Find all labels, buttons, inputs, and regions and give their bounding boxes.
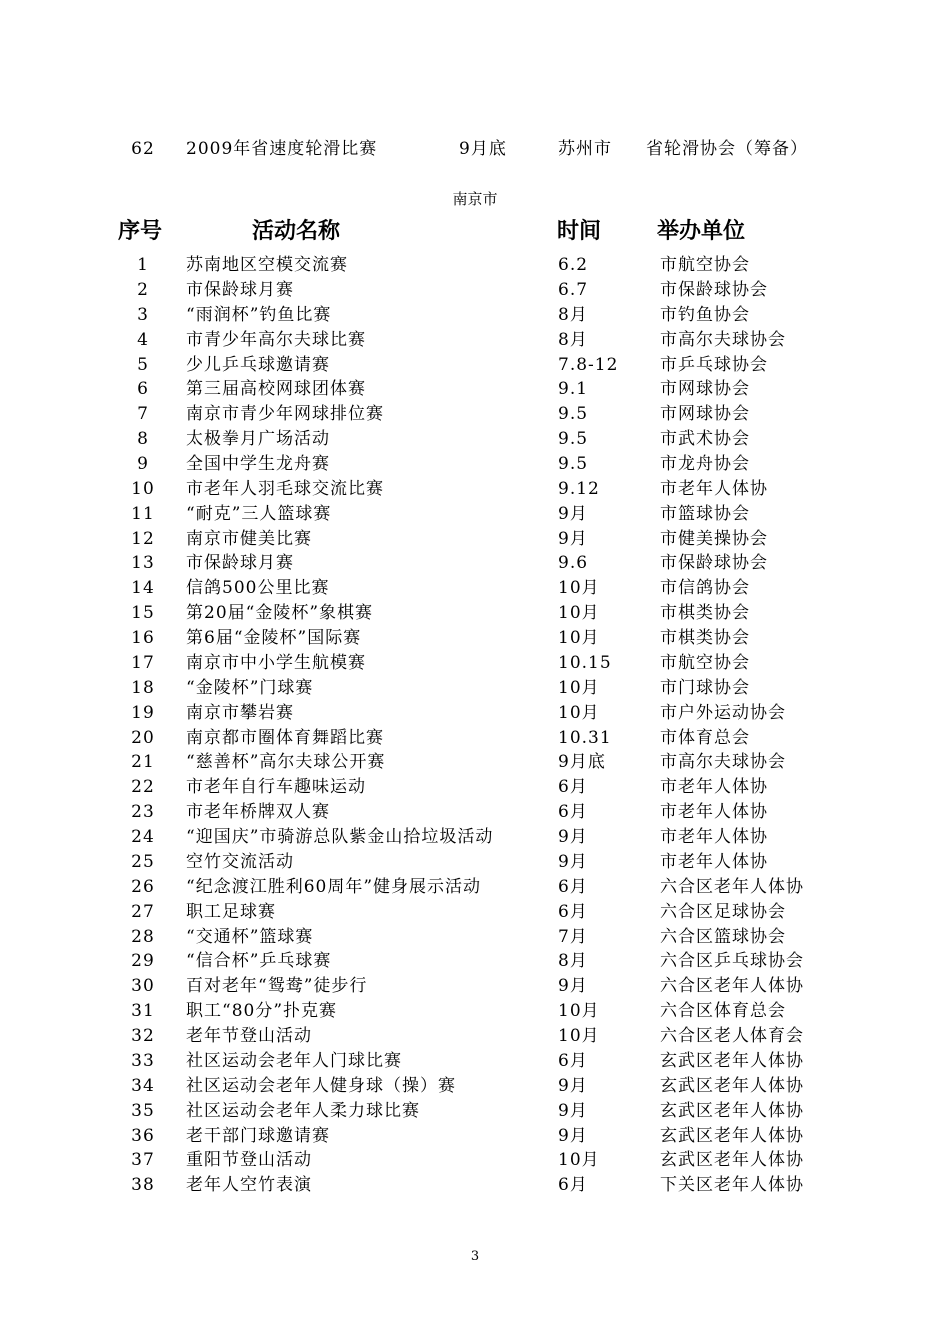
activity-name: “交通杯”篮球赛 bbox=[186, 926, 314, 947]
activity-name: “耐克”三人篮球赛 bbox=[186, 503, 332, 524]
activity-name: 社区运动会老年人门球比赛 bbox=[186, 1050, 402, 1071]
table-row bbox=[0, 1049, 950, 1074]
table-row bbox=[0, 726, 950, 751]
header-number: 序号 bbox=[118, 219, 163, 244]
row-number: 17 bbox=[131, 652, 155, 673]
table-header bbox=[0, 215, 950, 249]
organizer: 市网球协会 bbox=[660, 404, 750, 425]
activity-time: 10.15 bbox=[558, 652, 612, 673]
activity-name: 苏南地区空模交流赛 bbox=[186, 255, 348, 275]
activity-name: “迎国庆”市骑游总队紫金山拾垃圾活动 bbox=[186, 827, 494, 847]
activity-name: 太极拳月广场活动 bbox=[186, 429, 330, 450]
previous-section-row bbox=[0, 137, 950, 162]
activity-time: 8月 bbox=[558, 304, 588, 325]
organizer: 六合区乒乓球协会 bbox=[660, 951, 804, 972]
activity-name: 南京市健美比赛 bbox=[186, 528, 312, 549]
organizer: 市老年人体协 bbox=[660, 802, 768, 823]
activity-name: 百对老年“鸳鸯”徒步行 bbox=[186, 976, 368, 997]
organizer: 六合区足球协会 bbox=[660, 901, 786, 922]
table-row bbox=[0, 402, 950, 427]
activity-time: 9月 bbox=[558, 851, 588, 872]
table-row bbox=[0, 527, 950, 552]
activity-time: 9月 bbox=[558, 528, 588, 549]
organizer: 市航空协会 bbox=[660, 652, 750, 673]
organizer: 市网球协会 bbox=[660, 379, 750, 400]
activity-name: “慈善杯”高尔夫球公开赛 bbox=[186, 752, 386, 773]
activity-time: 7.8-12 bbox=[558, 354, 619, 375]
activity-time: 10月 bbox=[558, 702, 600, 723]
activity-name: 老年节登山活动 bbox=[186, 1026, 312, 1046]
activity-name: 职工“80分”扑克赛 bbox=[186, 1001, 338, 1022]
activity-time: 10.31 bbox=[558, 727, 612, 748]
table-row bbox=[0, 626, 950, 651]
activity-name: 南京都市圈体育舞蹈比赛 bbox=[186, 727, 384, 748]
row-number: 38 bbox=[131, 1175, 155, 1196]
row-number: 30 bbox=[131, 976, 155, 997]
organizer: 市棋类协会 bbox=[660, 628, 750, 648]
activity-time: 10月 bbox=[558, 1150, 600, 1171]
activity-time: 8月 bbox=[558, 329, 588, 350]
organizer: 玄武区老年人体协 bbox=[660, 1050, 804, 1071]
activity-name: 社区运动会老年人健身球（操）赛 bbox=[186, 1075, 456, 1096]
organizer: 市门球协会 bbox=[660, 677, 750, 698]
row-number: 19 bbox=[131, 702, 155, 723]
activity-name: 重阳节登山活动 bbox=[186, 1150, 312, 1171]
activity-name: “雨润杯”钓鱼比赛 bbox=[186, 304, 332, 325]
row-number: 16 bbox=[131, 628, 155, 648]
row-number: 13 bbox=[131, 553, 155, 574]
table-row bbox=[0, 701, 950, 726]
organizer: 省轮滑协会（筹备） bbox=[646, 139, 808, 159]
table-row bbox=[0, 576, 950, 601]
table-row bbox=[0, 875, 950, 900]
activity-name: 空竹交流活动 bbox=[186, 851, 294, 872]
row-number: 15 bbox=[131, 603, 155, 624]
activity-time: 6月 bbox=[558, 876, 588, 897]
activity-name: 市老年桥牌双人赛 bbox=[186, 802, 330, 823]
activity-name: 市老年自行车趣味运动 bbox=[186, 777, 366, 798]
organizer: 市老年人体协 bbox=[660, 777, 768, 798]
table-row bbox=[0, 1173, 950, 1198]
table-row bbox=[0, 502, 950, 527]
activity-time: 6月 bbox=[558, 1050, 588, 1071]
activity-time: 10月 bbox=[558, 628, 600, 648]
row-number: 14 bbox=[131, 578, 155, 599]
activity-name: 南京市青少年网球排位赛 bbox=[186, 404, 384, 425]
organizer: 玄武区老年人体协 bbox=[660, 1125, 804, 1146]
row-number: 28 bbox=[131, 926, 155, 947]
activity-time: 9.1 bbox=[558, 379, 589, 400]
activity-name: 第20届“金陵杯”象棋赛 bbox=[186, 603, 374, 624]
organizer: 六合区老人体育会 bbox=[660, 1026, 804, 1046]
organizer: 市体育总会 bbox=[660, 727, 750, 748]
row-number: 32 bbox=[131, 1026, 155, 1046]
activity-name: 职工足球赛 bbox=[186, 901, 276, 922]
table-row bbox=[0, 925, 950, 950]
organizer: 六合区老年人体协 bbox=[660, 976, 804, 997]
header-organizer: 举办单位 bbox=[657, 219, 746, 244]
activity-name: 第6届“金陵杯”国际赛 bbox=[186, 628, 362, 648]
activity-time: 6月 bbox=[558, 1175, 588, 1196]
table-row bbox=[0, 850, 950, 875]
activity-name: 社区运动会老年人柔力球比赛 bbox=[186, 1100, 420, 1121]
activity-time: 6月 bbox=[558, 802, 588, 823]
table-row bbox=[0, 1124, 950, 1149]
activity-name: 市保龄球月赛 bbox=[186, 279, 294, 300]
row-number: 6 bbox=[137, 379, 149, 400]
activity-time: 9月 bbox=[558, 976, 588, 997]
table-row bbox=[0, 1024, 950, 1049]
row-number: 26 bbox=[131, 876, 155, 897]
activity-time: 6.2 bbox=[558, 255, 589, 275]
activity-name: 老干部门球邀请赛 bbox=[186, 1125, 330, 1146]
table-row bbox=[0, 775, 950, 800]
row-number: 1 bbox=[137, 255, 149, 275]
activity-time: 7月 bbox=[558, 926, 588, 947]
row-number: 18 bbox=[131, 677, 155, 698]
row-number: 35 bbox=[131, 1100, 155, 1121]
activity-name: 市青少年高尔夫球比赛 bbox=[186, 329, 366, 350]
row-number: 4 bbox=[137, 329, 149, 350]
activity-name: “金陵杯”门球赛 bbox=[186, 677, 314, 698]
organizer: 市老年人体协 bbox=[660, 478, 768, 499]
organizer: 市高尔夫球协会 bbox=[660, 752, 786, 773]
row-number: 3 bbox=[137, 304, 149, 325]
activity-time: 9.12 bbox=[558, 478, 600, 499]
row-number: 33 bbox=[131, 1050, 155, 1071]
table-row bbox=[0, 253, 950, 278]
row-number: 27 bbox=[131, 901, 155, 922]
table-row bbox=[0, 353, 950, 378]
row-number: 36 bbox=[131, 1125, 155, 1146]
organizer: 市乒乓球协会 bbox=[660, 354, 768, 375]
table-row bbox=[0, 825, 950, 850]
activity-time: 10月 bbox=[558, 578, 600, 599]
activity-time: 6.7 bbox=[558, 279, 589, 300]
organizer: 市信鸽协会 bbox=[660, 578, 750, 599]
activity-name: 市老年人羽毛球交流比赛 bbox=[186, 478, 384, 499]
activity-time: 9月 bbox=[558, 1075, 588, 1096]
organizer: 市老年人体协 bbox=[660, 851, 768, 872]
row-number: 11 bbox=[131, 503, 155, 524]
activity-time: 10月 bbox=[558, 1026, 600, 1046]
table-row bbox=[0, 949, 950, 974]
row-number: 9 bbox=[137, 454, 149, 474]
table-row bbox=[0, 800, 950, 825]
activity-time: 9月 bbox=[558, 503, 588, 524]
row-number: 8 bbox=[137, 429, 149, 450]
table-row bbox=[0, 999, 950, 1024]
table-row bbox=[0, 477, 950, 502]
activity-name: 市保龄球月赛 bbox=[186, 553, 294, 574]
organizer: 市户外运动协会 bbox=[660, 702, 786, 723]
activity-time: 8月 bbox=[558, 951, 588, 972]
table-row bbox=[0, 328, 950, 353]
table-row bbox=[0, 750, 950, 775]
table-row bbox=[0, 303, 950, 328]
activity-name: 少儿乒乓球邀请赛 bbox=[186, 354, 330, 375]
table-row bbox=[0, 377, 950, 402]
row-number: 10 bbox=[131, 478, 155, 499]
activity-name: 南京市攀岩赛 bbox=[186, 702, 294, 723]
table-row bbox=[0, 278, 950, 303]
activity-time: 9月底 bbox=[558, 752, 606, 773]
table-row bbox=[0, 1148, 950, 1173]
row-number: 20 bbox=[131, 727, 155, 748]
activity-time: 10月 bbox=[558, 603, 600, 624]
organizer: 六合区老年人体协 bbox=[660, 876, 804, 897]
organizer: 市武术协会 bbox=[660, 429, 750, 450]
table-row bbox=[0, 974, 950, 999]
activity-time: 9月底 bbox=[459, 139, 507, 159]
row-number: 25 bbox=[131, 851, 155, 872]
organizer: 市保龄球协会 bbox=[660, 553, 768, 574]
table-row bbox=[0, 1099, 950, 1124]
activity-time: 9.5 bbox=[558, 429, 589, 450]
activity-time: 10月 bbox=[558, 1001, 600, 1022]
row-number: 31 bbox=[131, 1001, 155, 1022]
activity-name: “信合杯”乒乓球赛 bbox=[186, 951, 332, 972]
table-row bbox=[0, 676, 950, 701]
row-number: 22 bbox=[131, 777, 155, 798]
organizer: 六合区体育总会 bbox=[660, 1001, 786, 1022]
section-title: 南京市 bbox=[452, 190, 498, 208]
row-number: 62 bbox=[131, 139, 155, 159]
activity-time: 9.5 bbox=[558, 404, 589, 425]
organizer: 市保龄球协会 bbox=[660, 279, 768, 300]
header-name: 活动名称 bbox=[252, 219, 341, 244]
activity-time: 10月 bbox=[558, 677, 600, 698]
table-row bbox=[0, 651, 950, 676]
activity-name: 2009年省速度轮滑比赛 bbox=[186, 139, 378, 159]
activity-name: “纪念渡江胜利60周年”健身展示活动 bbox=[186, 876, 482, 897]
organizer: 市健美操协会 bbox=[660, 528, 768, 549]
organizer: 市高尔夫球协会 bbox=[660, 329, 786, 350]
activity-name: 老年人空竹表演 bbox=[186, 1175, 312, 1196]
organizer: 市老年人体协 bbox=[660, 827, 768, 847]
row-number: 23 bbox=[131, 802, 155, 823]
row-number: 24 bbox=[131, 827, 155, 847]
organizer: 玄武区老年人体协 bbox=[660, 1075, 804, 1096]
header-time: 时间 bbox=[557, 219, 602, 244]
row-number: 29 bbox=[131, 951, 155, 972]
row-number: 5 bbox=[137, 354, 149, 375]
activity-name: 第三届高校网球团体赛 bbox=[186, 379, 366, 400]
activity-name: 信鸽500公里比赛 bbox=[186, 578, 330, 599]
activity-name: 全国中学生龙舟赛 bbox=[186, 454, 330, 474]
activity-place: 苏州市 bbox=[558, 139, 612, 159]
organizer: 市棋类协会 bbox=[660, 603, 750, 624]
activity-time: 9月 bbox=[558, 1100, 588, 1121]
row-number: 34 bbox=[131, 1075, 155, 1096]
table-row bbox=[0, 900, 950, 925]
activity-time: 9月 bbox=[558, 1125, 588, 1146]
table-row bbox=[0, 601, 950, 626]
organizer: 玄武区老年人体协 bbox=[660, 1150, 804, 1171]
activity-time: 6月 bbox=[558, 901, 588, 922]
table-row bbox=[0, 1074, 950, 1099]
row-number: 12 bbox=[131, 528, 155, 549]
activity-name: 南京市中小学生航模赛 bbox=[186, 652, 366, 673]
organizer: 市航空协会 bbox=[660, 255, 750, 275]
row-number: 2 bbox=[137, 279, 149, 300]
organizer: 市龙舟协会 bbox=[660, 454, 750, 474]
table-row bbox=[0, 452, 950, 477]
row-number: 7 bbox=[137, 404, 149, 425]
activity-time: 9.6 bbox=[558, 553, 589, 574]
activity-time: 9月 bbox=[558, 827, 588, 847]
table-row bbox=[0, 551, 950, 576]
organizer: 市篮球协会 bbox=[660, 503, 750, 524]
organizer: 六合区篮球协会 bbox=[660, 926, 786, 947]
row-number: 37 bbox=[131, 1150, 155, 1171]
organizer: 下关区老年人体协 bbox=[660, 1175, 804, 1196]
organizer: 市钓鱼协会 bbox=[660, 304, 750, 325]
page-number: 3 bbox=[470, 1249, 480, 1264]
table-row bbox=[0, 427, 950, 452]
organizer: 玄武区老年人体协 bbox=[660, 1100, 804, 1121]
activity-time: 6月 bbox=[558, 777, 588, 798]
activity-time: 9.5 bbox=[558, 454, 589, 474]
row-number: 21 bbox=[131, 752, 155, 773]
